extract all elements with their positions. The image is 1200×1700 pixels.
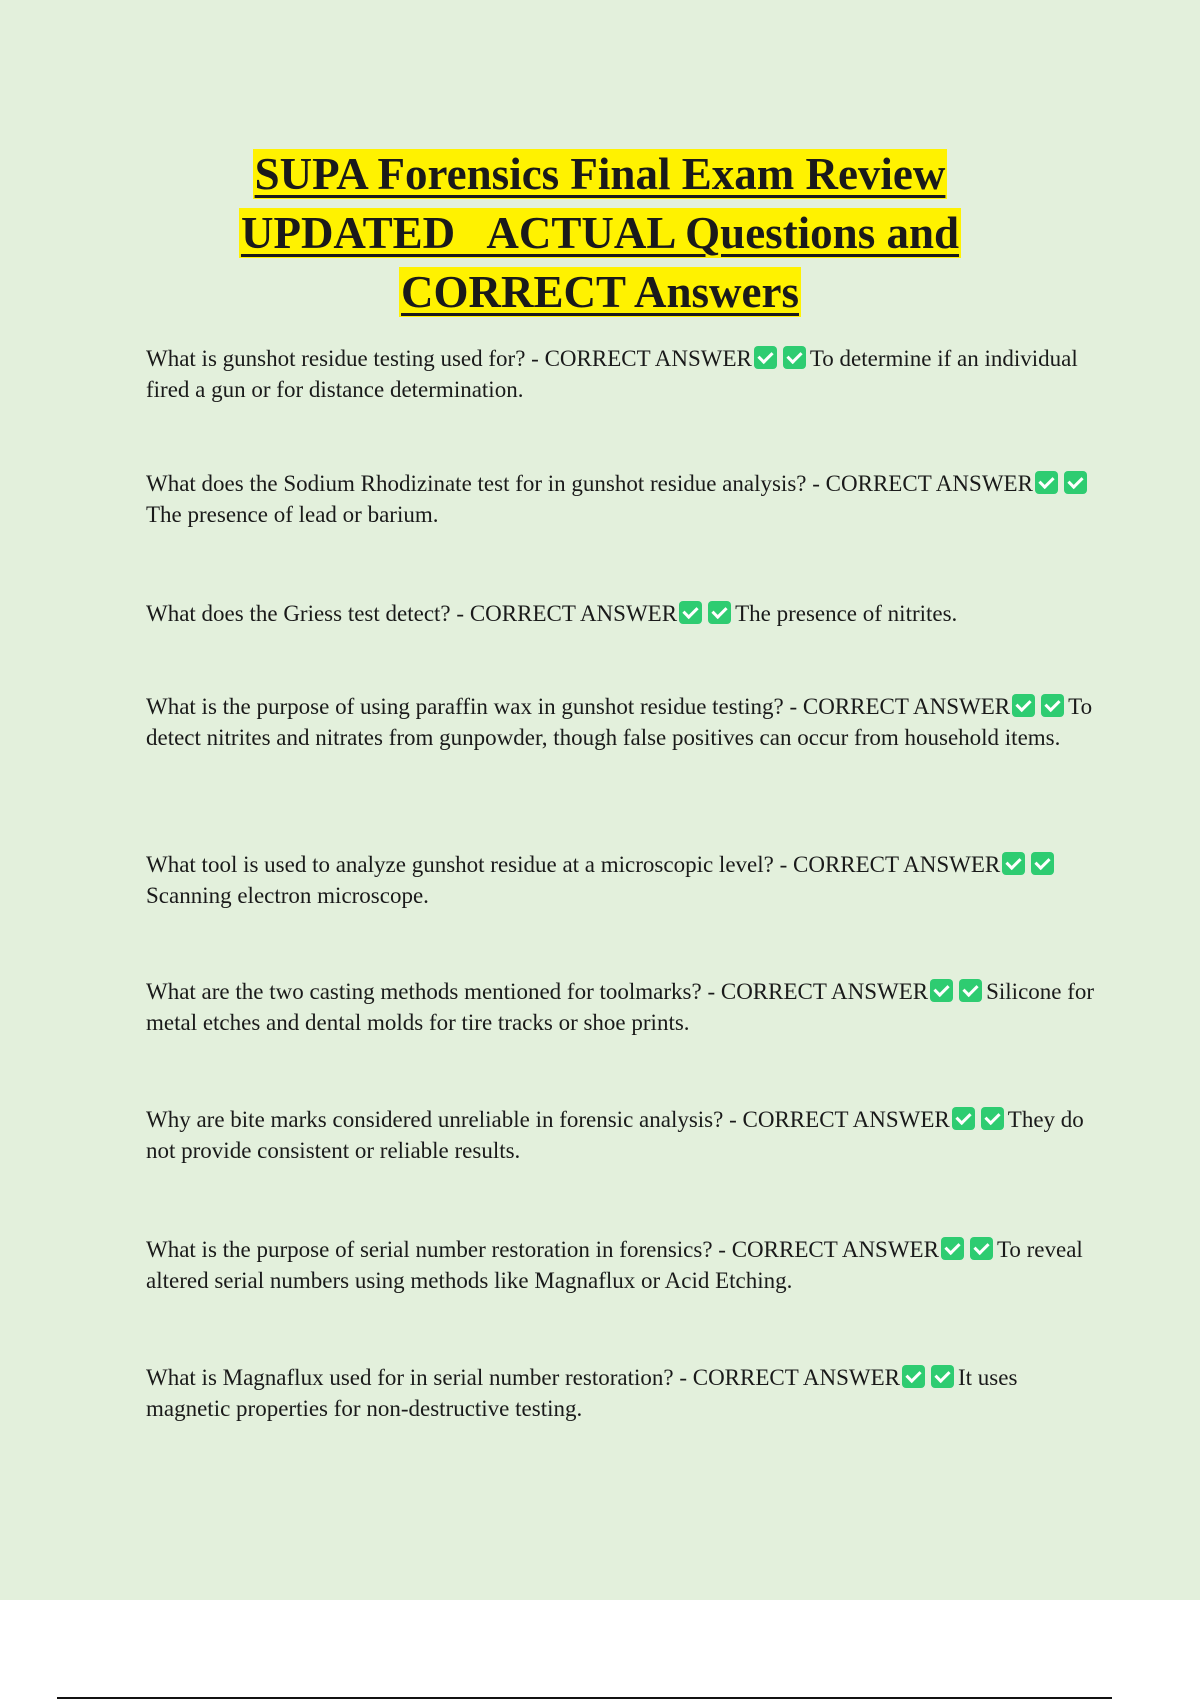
qa-item: What is Magnaflux used for in serial number restoration? - CORRECT ANSWER It uses magnetic properties for non-destructive testing. — [146, 1365, 1018, 1421]
answer-text: The presence of nitrites. — [735, 601, 958, 626]
qa-item: What tool is used to analyze gunshot residue at a microscopic level? - CORRECT ANSWERScanning electron microscope. — [146, 849, 1096, 911]
green-check-box-icon — [952, 1107, 975, 1130]
answer-text: To reveal altered serial numbers using methods like Magnaflux or Acid Etching. — [146, 1237, 1083, 1293]
title-line-text: CORRECT Answers — [401, 267, 799, 317]
green-check-box-icon — [1031, 852, 1054, 875]
answer-text: It uses magnetic properties for non-destructive testing. — [146, 1365, 1018, 1421]
qa-item: What are the two casting methods mentioned for toolmarks? - CORRECT ANSWER Silicone for metal etches and dental molds for tire tracks or shoe prints. — [146, 979, 1095, 1035]
green-check-box-icon — [1035, 471, 1058, 494]
question-text: What is the purpose of using paraffin wax in gunshot residue testing? — [146, 694, 784, 719]
answer-text: The presence of lead or barium. — [146, 502, 439, 527]
answer-text: They do not provide consistent or reliable results. — [146, 1107, 1084, 1163]
answer-marker: CORRECT ANSWER — [692, 1365, 900, 1390]
green-check-box-icon — [1041, 694, 1064, 717]
answer-marker: CORRECT ANSWER — [720, 979, 929, 1004]
qa-item: What does the Sodium Rhodizinate test for in gunshot residue analysis? - CORRECT ANSWERThe presence of lead or barium. — [146, 468, 1096, 530]
green-check-box-icon — [941, 1237, 964, 1260]
title-line-text: UPDATED ACTUAL Questions and — [240, 208, 960, 258]
answer-text: Silicone for metal etches and dental molds for tire tracks or shoe prints. — [146, 979, 1095, 1035]
question-text: What does the Griess test detect? — [146, 601, 451, 626]
green-check-box-icon — [1064, 471, 1087, 494]
qa-item: Why are bite marks considered unreliable in forensic analysis? - CORRECT ANSWER They do not provide consistent or reliable results. — [146, 1107, 1084, 1163]
answer-marker: CORRECT ANSWER — [825, 471, 1033, 496]
green-check-box-icon — [754, 346, 777, 369]
green-check-box-icon — [1002, 852, 1025, 875]
green-check-box-icon — [708, 601, 731, 624]
question-text: What is gunshot residue testing used for? — [146, 346, 526, 371]
qa-item: What is gunshot residue testing used for? - CORRECT ANSWER To determine if an individual fired a gun or for distance determination. — [146, 346, 1078, 402]
qa-item: What is the purpose of serial number restoration in forensics? - CORRECT ANSWER To reveal altered serial numbers using methods like Magnaflux or Acid Etching. — [146, 1237, 1083, 1293]
answer-text: To determine if an individual fired a gun or for distance determination. — [146, 346, 1078, 402]
answer-marker: CORRECT ANSWER — [802, 694, 1011, 719]
qa-item: What does the Griess test detect? - CORRECT ANSWER The presence of nitrites. — [146, 601, 958, 626]
green-check-box-icon — [981, 1107, 1004, 1130]
green-check-box-icon — [930, 979, 953, 1002]
answer-marker: CORRECT ANSWER — [742, 1107, 950, 1132]
question-text: What are the two casting methods mentioned for toolmarks? — [146, 979, 702, 1004]
green-check-box-icon — [959, 979, 982, 1002]
document-title — [0, 145, 1200, 322]
answer-marker: CORRECT ANSWER — [731, 1237, 939, 1262]
answer-text: To detect nitrites and nitrates from gunpowder, though false positives can occur from household items. — [146, 694, 1093, 750]
question-text: What tool is used to analyze gunshot residue at a microscopic level? — [146, 852, 774, 877]
footer-divider — [57, 1697, 1112, 1699]
question-text: What does the Sodium Rhodizinate test for in gunshot residue analysis? — [146, 471, 807, 496]
question-text: Why are bite marks considered unreliable in forensic analysis? — [146, 1107, 724, 1132]
green-check-box-icon — [679, 601, 702, 624]
title-line — [0, 263, 1200, 322]
question-text: What is the purpose of serial number restoration in forensics? — [146, 1237, 713, 1262]
question-text: What is Magnaflux used for in serial number restoration? — [146, 1365, 674, 1390]
answer-marker: CORRECT ANSWER — [793, 852, 1001, 877]
green-check-box-icon — [970, 1237, 993, 1260]
title-line-text: SUPA Forensics Final Exam Review — [254, 149, 946, 199]
green-check-box-icon — [1012, 694, 1035, 717]
title-line — [0, 145, 1200, 204]
answer-marker: CORRECT ANSWER — [469, 601, 678, 626]
answer-marker: CORRECT ANSWER — [544, 346, 752, 371]
green-check-box-icon — [783, 346, 806, 369]
green-check-box-icon — [931, 1365, 954, 1388]
green-check-box-icon — [902, 1365, 925, 1388]
title-line — [0, 204, 1200, 263]
answer-text: Scanning electron microscope. — [146, 883, 429, 908]
qa-item: What is the purpose of using paraffin wax in gunshot residue testing? - CORRECT ANSWER To detect nitrites and nitrates from gunpowder, though false positives can occur from household items. — [146, 694, 1093, 750]
